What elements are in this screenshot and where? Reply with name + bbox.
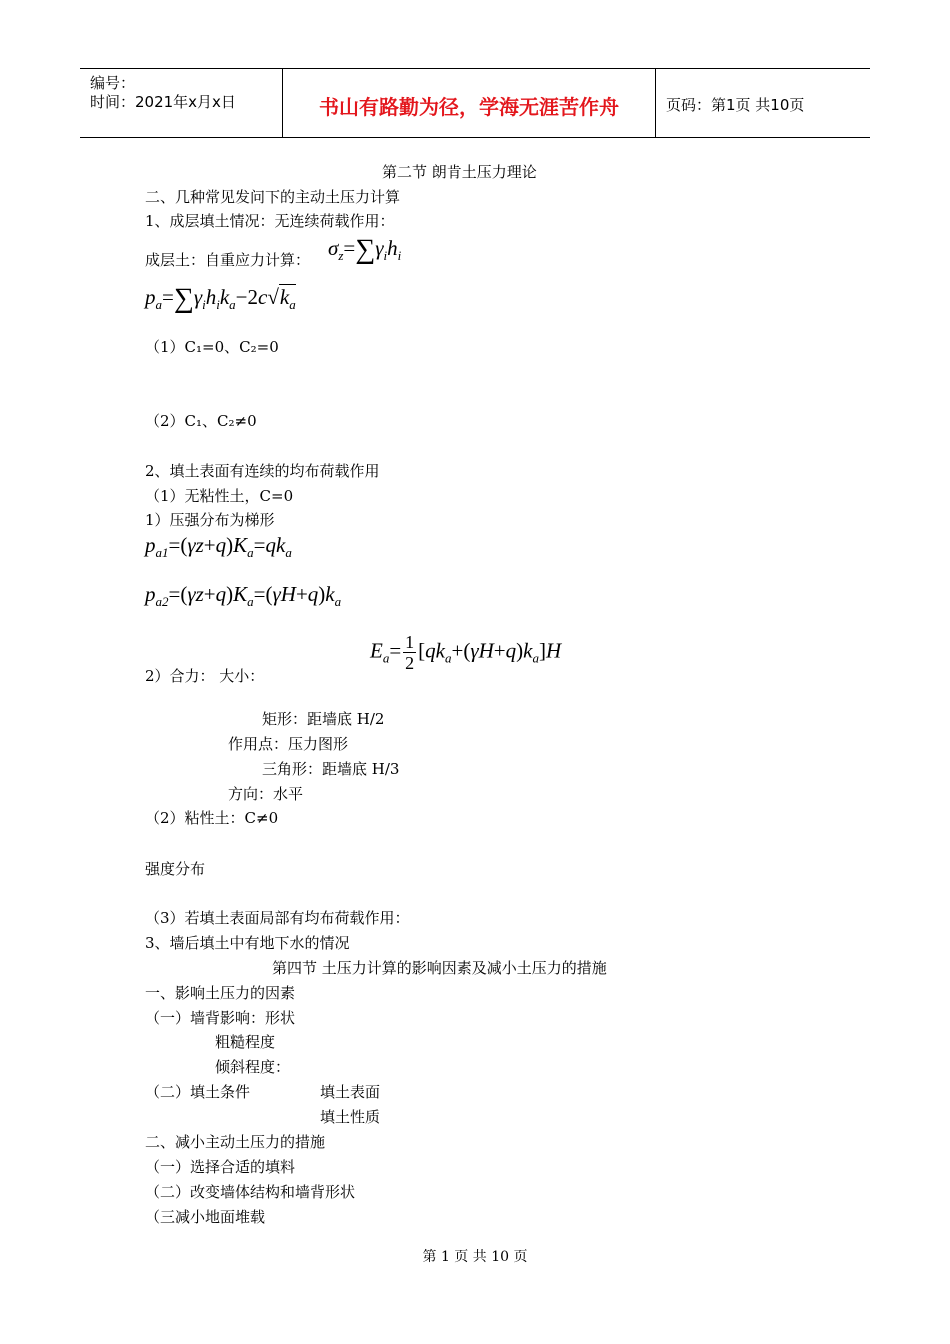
noncohesive-soil: （1）无粘性土，C=0 xyxy=(145,487,294,505)
page-footer: 第 1 页 共 10 页 xyxy=(422,1249,528,1265)
date-label: 时间：2021年x月x日 xyxy=(90,93,236,111)
cohesive-soil: （2）粘性土：C≠0 xyxy=(145,809,279,827)
case-c-nonzero: （2）C₁、C₂≠0 xyxy=(145,412,257,430)
measures-heading: 二、减小主动土压力的措施 xyxy=(145,1133,326,1151)
partial-load: （3）若填土表面局部有均布荷载作用： xyxy=(145,909,410,927)
heading-3: 3、墙后填土中有地下水的情况 xyxy=(145,934,350,952)
strength-distribution: 强度分布 xyxy=(145,860,206,878)
page-info: 页码：第1页 共10页 xyxy=(666,96,805,114)
measure-1: （一）选择合适的填料 xyxy=(145,1158,296,1176)
heading-two: 二、几种常见发问下的主动土压力计算 xyxy=(145,188,401,206)
case-c-zero: （1）C₁=0、C₂=0 xyxy=(145,338,279,356)
fill-condition: （二）填土条件 xyxy=(145,1083,251,1101)
inclination: 倾斜程度： xyxy=(215,1058,291,1076)
heading-1: 1、成层填土情况：无连续荷载作用： xyxy=(145,212,395,230)
resultant-size: 2）合力： 大小： xyxy=(145,667,265,685)
equation-pa-layered: $p_a=\sum\gamma_ih_ik_a-2c√k_a$ xyxy=(145,283,296,314)
equation-pa2: $p_{a2}=(\gamma z+q)K_a=(\gamma H+q)k_a$ xyxy=(145,582,342,609)
triangle-distance: 三角形：距墙底 H/3 xyxy=(262,760,400,778)
rect-distance: 矩形：距墙底 H/2 xyxy=(262,710,385,728)
header-right-cell xyxy=(656,69,870,137)
motto: 书山有路勤为径，学海无涯苦作舟 xyxy=(319,95,619,119)
factors-heading: 一、影响土压力的因素 xyxy=(145,984,296,1002)
trapezoid-distribution: 1）压强分布为梯形 xyxy=(145,511,275,529)
measure-3: （三减小地面堆载 xyxy=(145,1208,266,1226)
equation-ea: $E_a=$ $\frac{1}{2}$ $[qk_a+(\gamma H+q)k_a]H$ xyxy=(370,632,562,673)
direction: 方向：水平 xyxy=(228,785,304,803)
equation-pa1: $p_{a1}=(\gamma z+q)K_a=qk_a$ xyxy=(145,533,292,560)
header-table xyxy=(80,68,870,138)
header-motto-cell xyxy=(283,69,656,137)
action-point: 作用点：压力图形 xyxy=(228,735,349,753)
roughness: 粗糙程度 xyxy=(215,1033,276,1051)
layered-label: 成层土：自重应力计算： xyxy=(145,251,311,269)
wall-back: （一）墙背影响：形状 xyxy=(145,1009,296,1027)
section2-title: 第二节 朗肯土压力理论 xyxy=(382,163,537,181)
equation-sigma-z: $\sigma_z=\sum\gamma_ih_i$ xyxy=(328,234,402,265)
number-label: 编号： xyxy=(90,74,136,92)
heading-2: 2、填土表面有连续的均布荷载作用 xyxy=(145,462,380,480)
fill-surface: 填土表面 xyxy=(320,1083,381,1101)
measure-2: （二）改变墙体结构和墙背形状 xyxy=(145,1183,356,1201)
section4-title: 第四节 土压力计算的影响因素及减小土压力的措施 xyxy=(272,959,607,977)
header-left-cell xyxy=(80,69,283,137)
fill-nature: 填土性质 xyxy=(320,1108,381,1126)
